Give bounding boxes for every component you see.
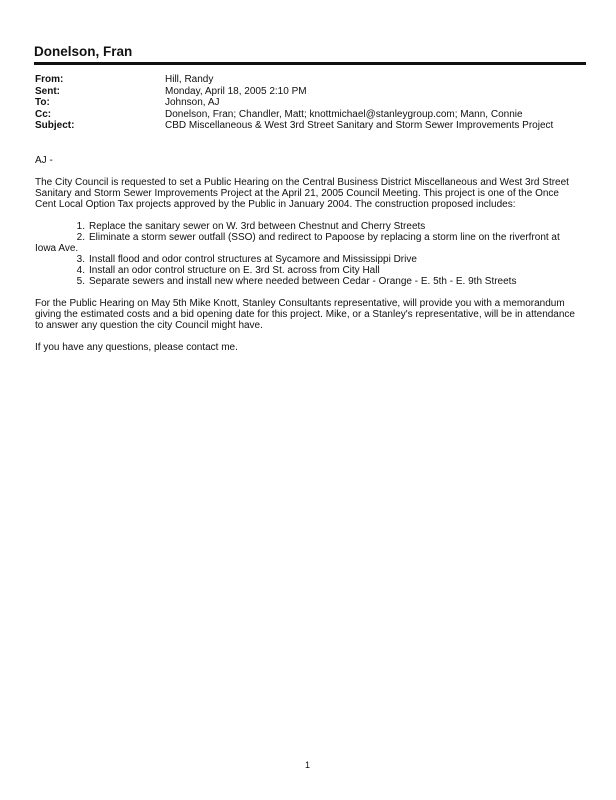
header-value: Hill, Randy bbox=[165, 74, 214, 85]
header-value: CBD Miscellaneous & West 3rd Street Sanitary and Storm Sewer Improvements Project bbox=[165, 120, 554, 131]
text-line: Cent Local Option Tax projects approved by the Public in January 2004. The construction proposed includes: bbox=[35, 199, 516, 210]
list-item bbox=[35, 265, 595, 276]
text-line: to answer any question the city Council might have. bbox=[35, 320, 263, 331]
header-label: From: bbox=[35, 74, 64, 85]
list-text: Install an odor control structure on E. 3rd St. across from City Hall bbox=[89, 265, 380, 276]
list-item bbox=[35, 232, 595, 243]
list-item-continuation bbox=[35, 243, 595, 254]
header-to bbox=[35, 97, 595, 109]
text-line: The City Council is requested to set a Public Hearing on the Central Business District Miscellaneous and West 3rd Street bbox=[35, 177, 569, 188]
header-label: Cc: bbox=[35, 108, 52, 120]
closing-line: If you have any questions, please contact me. bbox=[35, 342, 238, 353]
list-item bbox=[35, 276, 595, 287]
email-header bbox=[35, 74, 595, 132]
header-cc bbox=[35, 109, 595, 121]
paragraph-1 bbox=[35, 177, 595, 210]
header-value: Johnson, AJ bbox=[165, 97, 220, 108]
list-number: 1. bbox=[76, 221, 85, 232]
list-text: Replace the sanitary sewer on W. 3rd between Chestnut and Cherry Streets bbox=[89, 221, 426, 232]
header-sent bbox=[35, 86, 595, 98]
list-number: 4. bbox=[76, 265, 85, 276]
header-label: Sent: bbox=[35, 85, 60, 97]
list-number: 3. bbox=[76, 254, 85, 265]
list-text: Iowa Ave. bbox=[35, 243, 79, 254]
title-divider bbox=[34, 62, 586, 65]
list-item bbox=[35, 254, 595, 265]
document-title: Donelson, Fran bbox=[34, 44, 133, 59]
text-line: For the Public Hearing on May 5th Mike Knott, Stanley Consultants representative, will provide you with a memorandum bbox=[35, 298, 565, 309]
text-line: giving the estimated costs and a bid opening date for this project. Mike, or a Stanley's representative, will be in attendance bbox=[35, 309, 575, 320]
header-value: Donelson, Fran; Chandler, Matt; knottmichael@stanleygroup.com; Mann, Connie bbox=[165, 108, 523, 120]
header-subject bbox=[35, 120, 595, 132]
paragraph-2 bbox=[35, 298, 595, 331]
page-number: 1 bbox=[305, 760, 311, 770]
project-list bbox=[35, 221, 595, 287]
header-value: Monday, April 18, 2005 2:10 PM bbox=[165, 85, 307, 97]
header-label: Subject: bbox=[35, 120, 75, 131]
list-number: 2. bbox=[76, 232, 85, 243]
list-text: Eliminate a storm sewer outfall (SSO) and redirect to Papoose by replacing a storm line on the riverfront at bbox=[89, 232, 560, 243]
greeting: AJ - bbox=[35, 155, 53, 166]
header-label: To: bbox=[35, 97, 50, 108]
header-from bbox=[35, 74, 595, 86]
list-item bbox=[35, 221, 595, 232]
list-text: Separate sewers and install new where needed between Cedar - Orange - E. 5th - E. 9th Streets bbox=[89, 276, 517, 287]
list-text: Install flood and odor control structures at Sycamore and Mississippi Drive bbox=[89, 254, 417, 265]
list-number: 5. bbox=[76, 276, 85, 287]
text-line: Sanitary and Storm Sewer Improvements Project at the April 21, 2005 Council Meeting. This project is one of the Once bbox=[35, 188, 559, 199]
